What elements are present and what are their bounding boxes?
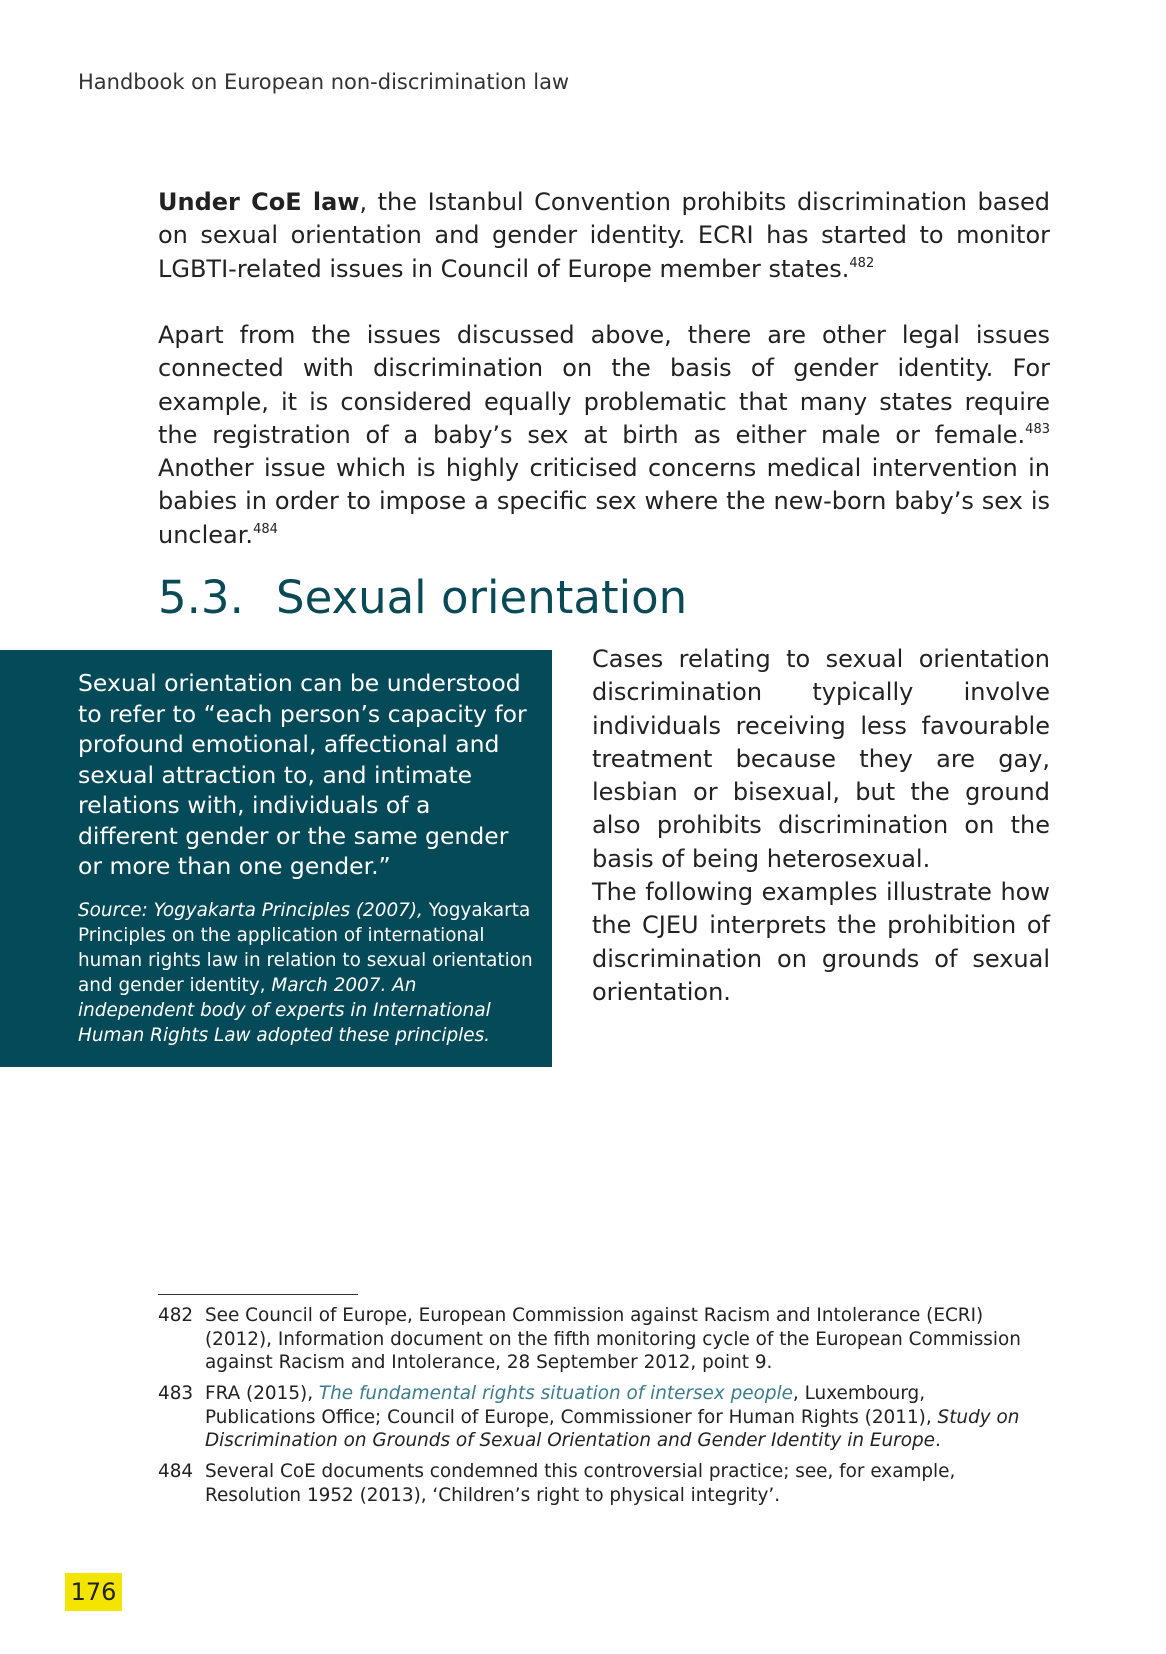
footnote-483 bbox=[158, 1382, 1038, 1453]
source-text: Yogyakarta Principles on the application of international human rights law in relation to sexual orientation and gender identity, bbox=[78, 900, 533, 996]
footnote-484 bbox=[158, 1460, 1038, 1507]
paragraph-coe-law bbox=[158, 186, 1050, 286]
column-paragraph-2: The following examples illustrate how the CJEU interprets the prohibition of discrimination on grounds of sexual orientation. bbox=[592, 878, 1050, 1006]
footnote-text: See Council of Europe, European Commission against Racism and Intolerance (ECRI) (2012), Information document on the fifth monitoring cycle of the European Commission against Racism and Intolerance, 28 September 2012, point 9. bbox=[205, 1305, 1021, 1373]
footnote-number: 482 bbox=[158, 1305, 194, 1326]
footnote-link[interactable]: The fundamental rights situation of intersex people bbox=[318, 1383, 793, 1404]
footnote-text-part: . bbox=[934, 1430, 941, 1451]
footnote-text-part: , Luxembourg, Publications Office; Council of Europe, Commissioner for Human Rights (2011), bbox=[205, 1383, 938, 1428]
page-number-badge: 176 bbox=[65, 1573, 122, 1611]
source-italic-2: March 2007. An independent body of experts in International Human Rights Law adopted these principles. bbox=[78, 975, 491, 1046]
section-number: 5.3. bbox=[158, 571, 244, 624]
paragraph-text: Apart from the issues discussed above, there are other legal issues connected with discrimination on the basis of gender identity. For example, it is considered equally problematic that many states require the registration of a baby’s sex at birth as either male or female. bbox=[158, 321, 1050, 449]
section-title: Sexual orientation bbox=[276, 571, 688, 624]
footnote-number: 484 bbox=[158, 1461, 194, 1482]
footnote-482 bbox=[158, 1304, 1038, 1375]
footnote-text bbox=[205, 1382, 1038, 1453]
definition-source bbox=[78, 898, 533, 1048]
footnote-text: Several CoE documents condemned this controversial practice; see, for example, Resolution 1952 (2013), ‘Children’s right to physical integrity’. bbox=[205, 1461, 956, 1506]
footnote-italic: Study on Discrimination on Grounds of Sexual Orientation and Gender Identity in Europe bbox=[205, 1406, 1020, 1451]
footnote-number: 483 bbox=[158, 1383, 194, 1404]
paragraph-gender-identity bbox=[158, 319, 1050, 552]
paragraph-text: , the Istanbul Convention prohibits discrimination based on sexual orientation and gender identity. ECRI has started to monitor LGBTI-related issues in Council of Europe member states. bbox=[158, 188, 1050, 283]
footnote-divider bbox=[158, 1294, 358, 1295]
bold-lead: Under CoE law bbox=[158, 188, 360, 216]
paragraph-text: Another issue which is highly criticised concerns medical intervention in babies in order to impose a specific sex where the new-born baby’s sex is unclear. bbox=[158, 454, 1050, 549]
definition-quote: Sexual orientation can be understood to refer to “each person’s capacity for profound emotional, affectional and sexual attraction to, and intimate relations with, individuals of a different gender or the same gender or more than one gender.” bbox=[78, 669, 527, 880]
footnote-ref-484[interactable]: 484 bbox=[253, 521, 278, 537]
column-paragraph-1: Cases relating to sexual orientation discrimination typically involve individuals receiving less favourable treatment because they are gay, lesbian or bisexual, but the ground also prohibits discrimination on the basis of being heterosexual. bbox=[592, 645, 1050, 873]
source-italic: Source: Yogyakarta Principles (2007), bbox=[78, 900, 423, 921]
footnote-ref-483[interactable]: 483 bbox=[1025, 421, 1050, 437]
definition-box bbox=[0, 650, 552, 1067]
footnote-ref-482[interactable]: 482 bbox=[849, 255, 875, 271]
section-heading bbox=[158, 568, 687, 628]
footnote-text-part: FRA (2015), bbox=[205, 1383, 319, 1404]
running-head: Handbook on European non-discrimination law bbox=[78, 70, 570, 94]
